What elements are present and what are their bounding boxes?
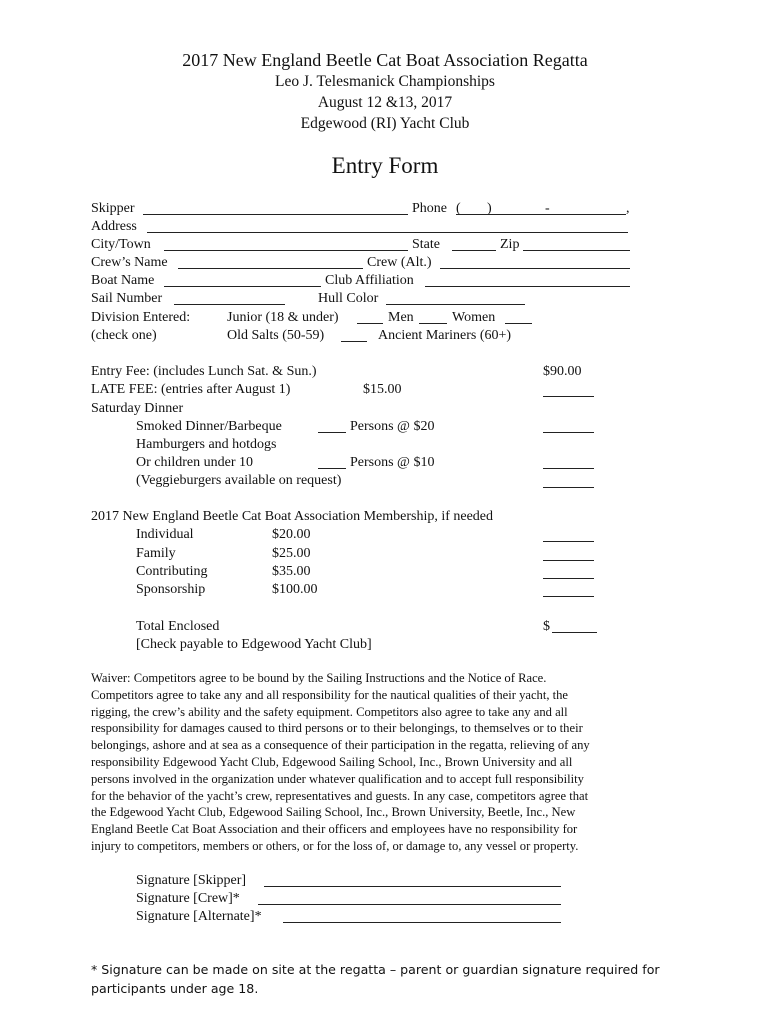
club-label: Club Affiliation [325,273,414,288]
division-label: Division Entered: [91,310,191,325]
signature-crew-label: Signature [Crew]* [136,891,240,906]
membership-contributing-amount: $35.00 [272,564,311,579]
waiver-line: Waiver: Competitors agree to be bound by the Sailing Instructions and the Notice of Race. [91,671,547,685]
phone-comma: , [626,201,630,216]
membership-individual-field[interactable] [543,541,594,542]
boat-name-label: Boat Name [91,273,155,288]
membership-sponsorship-label: Sponsorship [136,582,206,597]
membership-family-label: Family [136,546,176,561]
persons-20-label: Persons @ $20 [350,419,435,434]
junior-checkbox[interactable] [357,323,383,324]
entry-fee-label: Entry Fee: (includes Lunch Sat. & Sun.) [91,364,317,379]
state-field[interactable] [452,250,496,251]
ancient-mariners-label: Ancient Mariners (60+) [378,328,512,343]
veggie-amount-field[interactable] [543,487,594,488]
crew-alt-label: Crew (Alt.) [367,255,432,270]
check-one-label: (check one) [91,328,157,343]
form-title: Entry Form [331,153,439,178]
hull-color-label: Hull Color [318,291,379,306]
boat-name-field[interactable] [164,286,321,287]
address-field[interactable] [147,232,628,233]
saturday-dinner-label: Saturday Dinner [91,401,184,416]
membership-heading: 2017 New England Beetle Cat Boat Association Membership, if needed [91,509,494,524]
phone-dash: - [545,201,550,216]
junior-label: Junior (18 & under) [227,310,339,325]
women-checkbox[interactable] [505,323,532,324]
club-field[interactable] [425,286,630,287]
waiver-text [91,670,689,855]
children-amount-field[interactable] [543,468,594,469]
waiver-line: responsibility for damages caused to third persons or to their belongings, to themselves or to their [91,721,583,736]
membership-sponsorship-amount: $100.00 [272,582,318,597]
phone-close-paren: ) [487,201,492,216]
membership-contributing-label: Contributing [136,564,208,579]
waiver-line: injury to competitors, members or others, or for the loss of, or damage to, any vessel or property. [91,838,579,853]
championship-name: Leo J. Telesmanick Championships [275,73,495,90]
late-fee-amount: $15.00 [363,382,402,397]
smoked-dinner-label: Smoked Dinner/Barbeque [136,419,282,434]
check-payable-note: [Check payable to Edgewood Yacht Club] [136,637,372,652]
waiver-line: the Edgewood Yacht Club, Edgewood Sailing School, Inc., Brown University, Beetle, Inc., New [91,805,576,820]
women-label: Women [452,310,496,325]
total-label: Total Enclosed [136,619,220,634]
sail-number-label: Sail Number [91,291,163,306]
signature-alternate-field[interactable] [283,922,561,923]
membership-individual-amount: $20.00 [272,527,311,542]
old-salts-checkbox[interactable] [341,341,367,342]
signature-footnote: * Signature can be made on site at the regatta – parent or guardian signature required for participants under age 18. [91,962,660,996]
signature-alternate-label: Signature [Alternate]* [136,909,262,924]
regatta-title: 2017 New England Beetle Cat Boat Association Regatta [182,50,588,70]
membership-individual-label: Individual [136,527,194,542]
phone-label: Phone [412,201,447,216]
sail-number-field[interactable] [174,304,285,305]
late-fee-field[interactable] [543,396,594,397]
late-fee-label: LATE FEE: (entries after August 1) [91,382,291,397]
phone-field[interactable] [456,214,626,215]
signature-skipper-field[interactable] [264,886,561,887]
signature-crew-field[interactable] [258,904,561,905]
persons-20-field[interactable] [318,432,346,433]
crew-label: Crew’s Name [91,255,168,270]
address-label: Address [91,219,137,234]
men-checkbox[interactable] [419,323,447,324]
waiver-line: rigging, the crew’s ability and the safety equipment. Competitors also agree to take any and all [91,704,568,719]
total-dollar-sign: $ [543,619,550,634]
event-dates: August 12 &13, 2017 [317,94,453,111]
city-field[interactable] [164,250,408,251]
skipper-label: Skipper [91,201,135,216]
phone-open-paren: ( [456,201,461,216]
crew-alt-field[interactable] [440,268,630,269]
children-label: Or children under 10 [136,455,254,470]
membership-family-amount: $25.00 [272,546,311,561]
zip-field[interactable] [523,250,630,251]
skipper-field[interactable] [143,214,408,215]
event-venue: Edgewood (RI) Yacht Club [300,115,470,132]
membership-contributing-field[interactable] [543,578,594,579]
waiver-line: England Beetle Cat Boat Association and their officers and employees have no responsibility for [91,822,578,837]
waiver-line: for the behavior of the yacht’s crew, representatives and guests. In any case, competitors agree that [91,788,589,803]
entry-fee-amount: $90.00 [543,364,582,379]
dinner-amount-field[interactable] [543,432,594,433]
old-salts-label: Old Salts (50-59) [227,328,325,343]
veggie-note: (Veggieburgers available on request) [136,473,342,488]
crew-field[interactable] [178,268,363,269]
waiver-line: belongings, ashore and at sea as a consequence of their participation in the regatta, relieving of any [91,738,590,753]
signature-skipper-label: Signature [Skipper] [136,873,247,888]
state-label: State [412,237,440,252]
persons-10-field[interactable] [318,468,346,469]
membership-sponsorship-field[interactable] [543,596,594,597]
city-label: City/Town [91,237,151,252]
zip-label: Zip [500,237,520,252]
persons-10-label: Persons @ $10 [350,455,435,470]
waiver-line: persons involved in the organization under whatever qualification and to accept full responsibility [91,771,584,786]
hull-color-field[interactable] [386,304,525,305]
waiver-line: responsibility Edgewood Yacht Club, Edgewood Sailing School, Inc., Brown University and all [91,754,573,769]
total-field[interactable] [552,632,597,633]
membership-family-field[interactable] [543,560,594,561]
waiver-line: Competitors agree to take any and all responsibility for the nautical qualities of their yacht, the [91,687,569,702]
hamburgers-label: Hamburgers and hotdogs [136,437,277,452]
men-label: Men [388,310,414,325]
